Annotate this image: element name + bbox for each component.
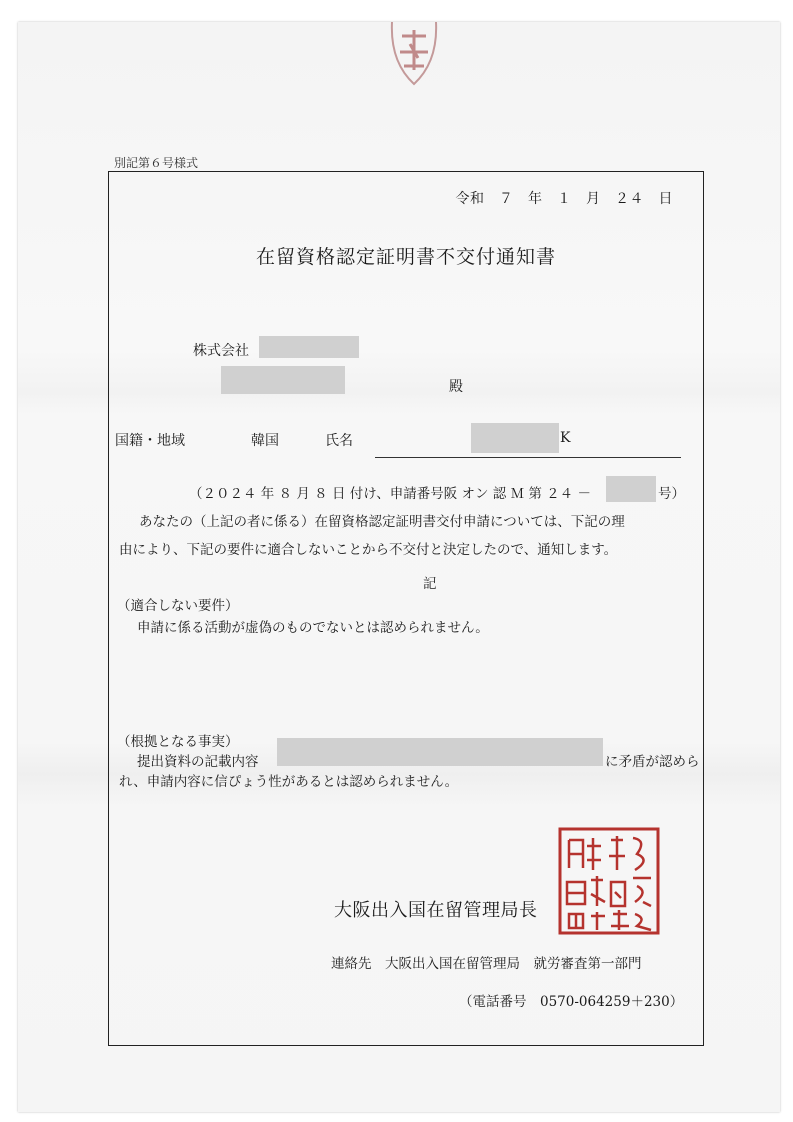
redaction-facts — [277, 738, 603, 766]
facts-suffix: に矛盾が認めら — [605, 754, 700, 770]
contact-info: 連絡先 大阪出入国在留管理局 就労審査第一部門 — [331, 956, 642, 972]
facts-line-2: れ、申請内容に信ぴょう性があるとは認められません。 — [119, 774, 459, 790]
redaction-applicant-name — [471, 423, 559, 453]
name-label: 氏名 — [325, 433, 353, 449]
requirement-heading: （適合しない要件） — [117, 598, 239, 614]
nationality-value: 韓国 — [251, 433, 279, 449]
company-name: 株式会社 — [193, 343, 249, 359]
name-underline — [375, 457, 681, 458]
redaction-representative — [221, 366, 345, 394]
application-reference: （２０２４ 年 ８ 月 ８ 日 付け、申請番号阪 オン 認 Ｍ 第 ２４ － — [189, 486, 591, 502]
redaction-application-number — [606, 476, 656, 502]
issuing-authority: 大阪出入国在留管理局長 — [334, 900, 538, 921]
document-paper — [18, 22, 780, 1112]
body-line-2: 由により、下記の要件に適合しないことから不交付と決定したので、通知します。 — [119, 542, 618, 558]
facts-prefix: 提出資料の記載内容 — [137, 754, 259, 770]
nationality-label: 国籍・地域 — [115, 433, 185, 449]
ki-heading: 記 — [423, 576, 437, 592]
applicant-name-visible: K — [560, 430, 571, 446]
application-reference-suffix: 号） — [658, 486, 685, 502]
partial-seal-top — [388, 22, 440, 100]
body-line-1: あなたの（上記の者に係る）在留資格認定証明書交付申請については、下記の理 — [139, 514, 625, 530]
honorific-dono: 殿 — [449, 379, 463, 395]
official-seal — [557, 826, 661, 936]
issue-date: 令和 ７ 年 １ 月 ２４ 日 — [455, 191, 673, 207]
redaction-company — [259, 336, 359, 358]
requirement-text: 申請に係る活動が虚偽のものでないとは認められません。 — [137, 620, 489, 636]
facts-heading: （根拠となる事実） — [117, 734, 239, 750]
form-number-label: 別記第６号様式 — [114, 156, 199, 170]
document-title: 在留資格認定証明書不交付通知書 — [255, 246, 556, 268]
phone-number: （電話番号 0570-064259＋230） — [459, 994, 684, 1010]
notice-frame — [108, 171, 704, 1046]
